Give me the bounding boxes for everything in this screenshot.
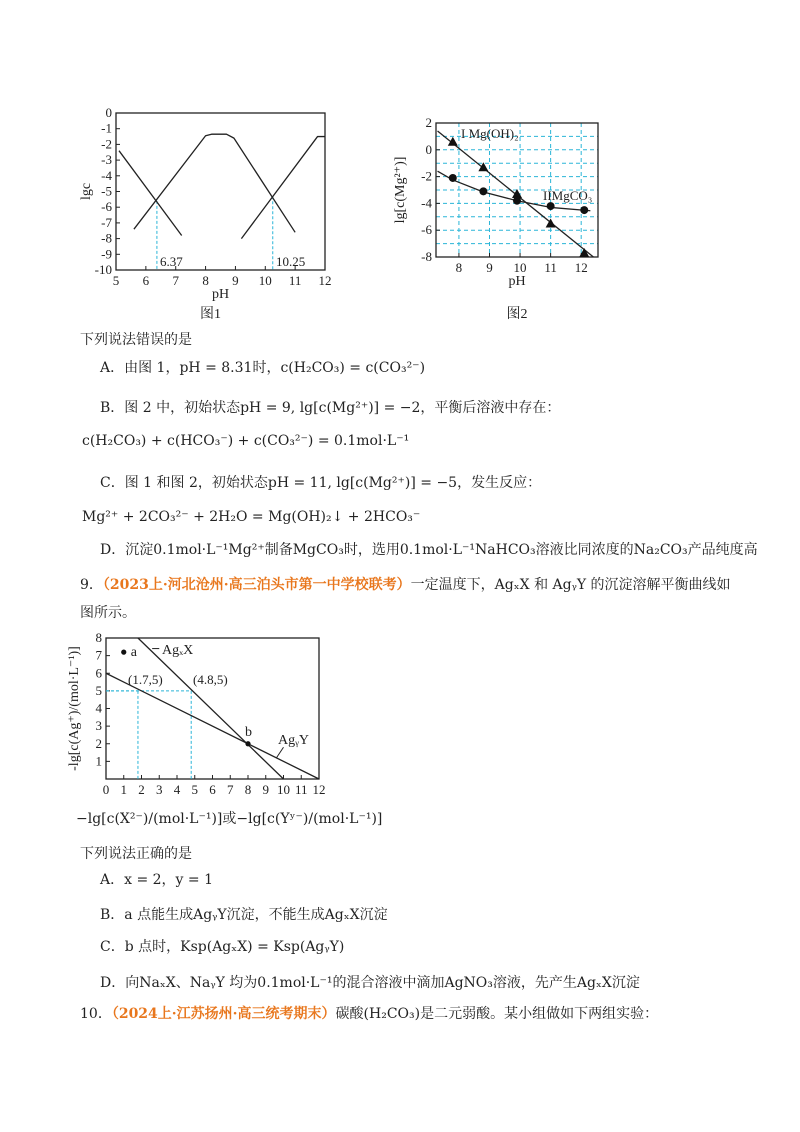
chart2-x-tick-label: 8: [455, 260, 463, 275]
chart3-x-tick-label: 2: [138, 782, 145, 797]
chart2-caption: 图2: [506, 307, 528, 322]
chart3-x-tick-label: 8: [244, 782, 252, 797]
chart2-x-tick-label: 9: [486, 260, 493, 275]
q10-number: 10．: [80, 1006, 112, 1022]
chart2-data-point: [580, 206, 588, 214]
chart2-y-tick-label: -4: [421, 195, 432, 211]
chart3-y-tick-label: 7: [95, 647, 102, 663]
chart1-y-tick-label: -6: [101, 199, 112, 215]
chart1-y-tick-label: 0: [105, 105, 112, 120]
chart3-series-label: AgₓX: [162, 643, 194, 658]
chart2-y-tick-label: -2: [421, 168, 432, 184]
q8-option-c-equation: Mg²⁺ + 2CO₃²⁻ + 2H₂O = Mg(OH)₂↓ + 2HCO₃⁻: [82, 509, 421, 525]
chart3-point-label: b: [245, 724, 252, 740]
q9-stem: [80, 576, 731, 594]
chart2-x-tick-label: 12: [574, 260, 588, 275]
chart1-annotation: 10.25: [276, 254, 306, 269]
chart1-y-tick-label: -3: [101, 152, 112, 168]
chart3-x-tick-label: 11: [294, 782, 308, 797]
q8-option-b: B．图 2 中，初始状态pH = 9, lg[c(Mg²⁺)] = −2，平衡后溶液中存在：: [100, 400, 561, 416]
q8-option-c: C．图 1 和图 2，初始状态pH = 11, lg[c(Mg²⁺)] = −5，发生反应：: [100, 475, 542, 491]
chart3-x-tick-label: 7: [227, 782, 234, 797]
chart3-x-tick-label: 12: [312, 782, 326, 797]
q9-option-b: B．a 点能生成AgᵧY沉淀，不能生成AgₓX沉淀: [100, 907, 388, 923]
chart2-data-point: [547, 202, 555, 210]
chart3-annotation: (1.7,5): [128, 672, 163, 687]
chart3-y-tick-label: 3: [95, 718, 102, 734]
q9-figure-xaxis-label: −lg[c(X²⁻)/(mol·L⁻¹)]或−lg[c(Yʸ⁻)/(mol·L⁻¹)]: [76, 811, 383, 827]
chart1-x-axis-label: pH: [211, 287, 230, 302]
q9-stem-text: 一定温度下，AgₓX 和 AgᵧY 的沉淀溶解平衡曲线如: [410, 577, 731, 593]
chart3-series-line: [138, 638, 284, 779]
chart2-series-label: IIMgCO₃: [543, 188, 593, 203]
chart2-data-point: [479, 187, 487, 195]
chart1-annotation: 6.37: [160, 254, 183, 269]
chart1-x-tick-label: 11: [288, 273, 302, 288]
chart2-series-label: I Mg(OH)₂: [461, 126, 519, 141]
chart3-x-tick-label: 10: [277, 782, 290, 797]
chart1-y-tick-label: -5: [101, 183, 112, 199]
chart1-x-tick-label: 10: [258, 273, 272, 288]
chart3-leader-line: [276, 747, 283, 758]
chart3-y-tick-label: 1: [95, 753, 102, 769]
chart1-y-tick-label: -1: [101, 120, 112, 136]
chart2-data-point: [513, 197, 521, 205]
chart3-point-label: a: [130, 645, 137, 661]
chart1-y-tick-label: -10: [94, 262, 112, 277]
chart3-annotation: (4.8,5): [193, 672, 228, 687]
chart3-x-tick-label: 4: [173, 782, 181, 797]
chart3-x-tick-label: 0: [102, 782, 110, 797]
chart1-y-tick-label: -2: [101, 136, 112, 152]
chart2-x-axis-label: pH: [508, 274, 526, 289]
q10-stem: [80, 1005, 658, 1023]
chart2-y-tick-label: -6: [421, 222, 432, 238]
chart2-y-tick-label: 0: [425, 141, 432, 157]
q8-prompt: 下列说法错误的是: [80, 332, 192, 348]
chart3-y-tick-label: 2: [95, 735, 102, 751]
chart3-x-tick-label: 5: [191, 782, 198, 797]
chart2-y-axis-label: lg[c(Mg²⁺)]: [393, 156, 408, 224]
chart3-series-label: AgᵧY: [278, 733, 309, 748]
chart3-x-tick-label: 3: [156, 782, 163, 797]
chart2-data-point: [449, 174, 457, 182]
chart1-x-tick-label: 9: [232, 273, 239, 288]
chart3-y-tick-label: 4: [95, 700, 102, 716]
q9-source: （2023上·河北沧州·高三泊头市第一中学校联考）: [102, 577, 411, 593]
chart2-y-tick-label: 2: [425, 115, 432, 130]
chart2-y-tick-label: -8: [421, 249, 432, 264]
q9-option-a: A．x = 2，y = 1: [100, 872, 213, 888]
chart3-x-tick-label: 1: [120, 782, 127, 797]
q9-prompt: 下列说法正确的是: [80, 846, 192, 862]
q9-number: 9．: [80, 577, 103, 593]
chart3-y-tick-label: 8: [95, 630, 102, 645]
chart1-y-axis-label: lgc: [79, 182, 94, 201]
chart1-x-tick-label: 6: [142, 273, 150, 288]
chart3-point-a: [121, 650, 126, 655]
q10-stem-text: 碳酸(H₂CO₃)是二元弱酸。某小组做如下两组实验：: [335, 1006, 659, 1022]
chart3-y-tick-label: 5: [95, 682, 102, 698]
chart1-x-tick-label: 12: [318, 273, 332, 288]
chart1-series-line: [134, 134, 295, 232]
q8-option-d: D．沉淀0.1mol·L⁻¹Mg²⁺制备MgCO₃时，选用0.1mol·L⁻¹NaHCO₃溶液比同浓度的Na₂CO₃产品纯度高: [100, 542, 758, 558]
chart1-series-line: [119, 151, 182, 236]
q9-option-d: D．向NaₓX、NaᵧY 均为0.1mol·L⁻¹的混合溶液中滴加AgNO₃溶液，先产生AgₓX沉淀: [100, 975, 640, 991]
chart1-x-tick-label: 7: [172, 273, 179, 288]
chart1-x-tick-label: 5: [112, 273, 120, 288]
chart1-caption: 图1: [200, 307, 221, 322]
chart1-y-tick-label: -7: [101, 214, 112, 230]
q10-source: （2024上·江苏扬州·高三统考期末）: [111, 1006, 336, 1022]
chart1-series-line: [241, 137, 325, 239]
chart3-y-tick-label: 6: [95, 665, 102, 681]
q9-option-c: C．b 点时，Ksp(AgₓX) = Ksp(AgᵧY): [100, 939, 345, 955]
chart1-plot-frame: [116, 113, 325, 270]
chart3-y-axis-label: -lg[c(Ag⁺)/(mol·L⁻¹)]: [67, 646, 82, 771]
chart1-x-tick-label: 8: [202, 273, 209, 288]
chart3-x-tick-label: 6: [209, 782, 216, 797]
chart2-x-tick-label: 11: [544, 260, 557, 275]
q8-option-a: A．由图 1，pH = 8.31时，c(H₂CO₃) = c(CO₃²⁻): [100, 360, 426, 376]
chart1-y-tick-label: -9: [101, 246, 112, 262]
chart1-y-tick-label: -4: [101, 167, 112, 183]
chart3-point-b: [245, 741, 250, 746]
chart3-x-tick-label: 9: [262, 782, 269, 797]
chart1-y-tick-label: -8: [101, 230, 112, 246]
chart2-x-tick-label: 10: [513, 260, 527, 275]
q8-option-b-equation: c(H₂CO₃) + c(HCO₃⁻) + c(CO₃²⁻) = 0.1mol·L⁻¹: [82, 433, 410, 449]
q9-stem-cont: 图所示。: [80, 605, 136, 621]
